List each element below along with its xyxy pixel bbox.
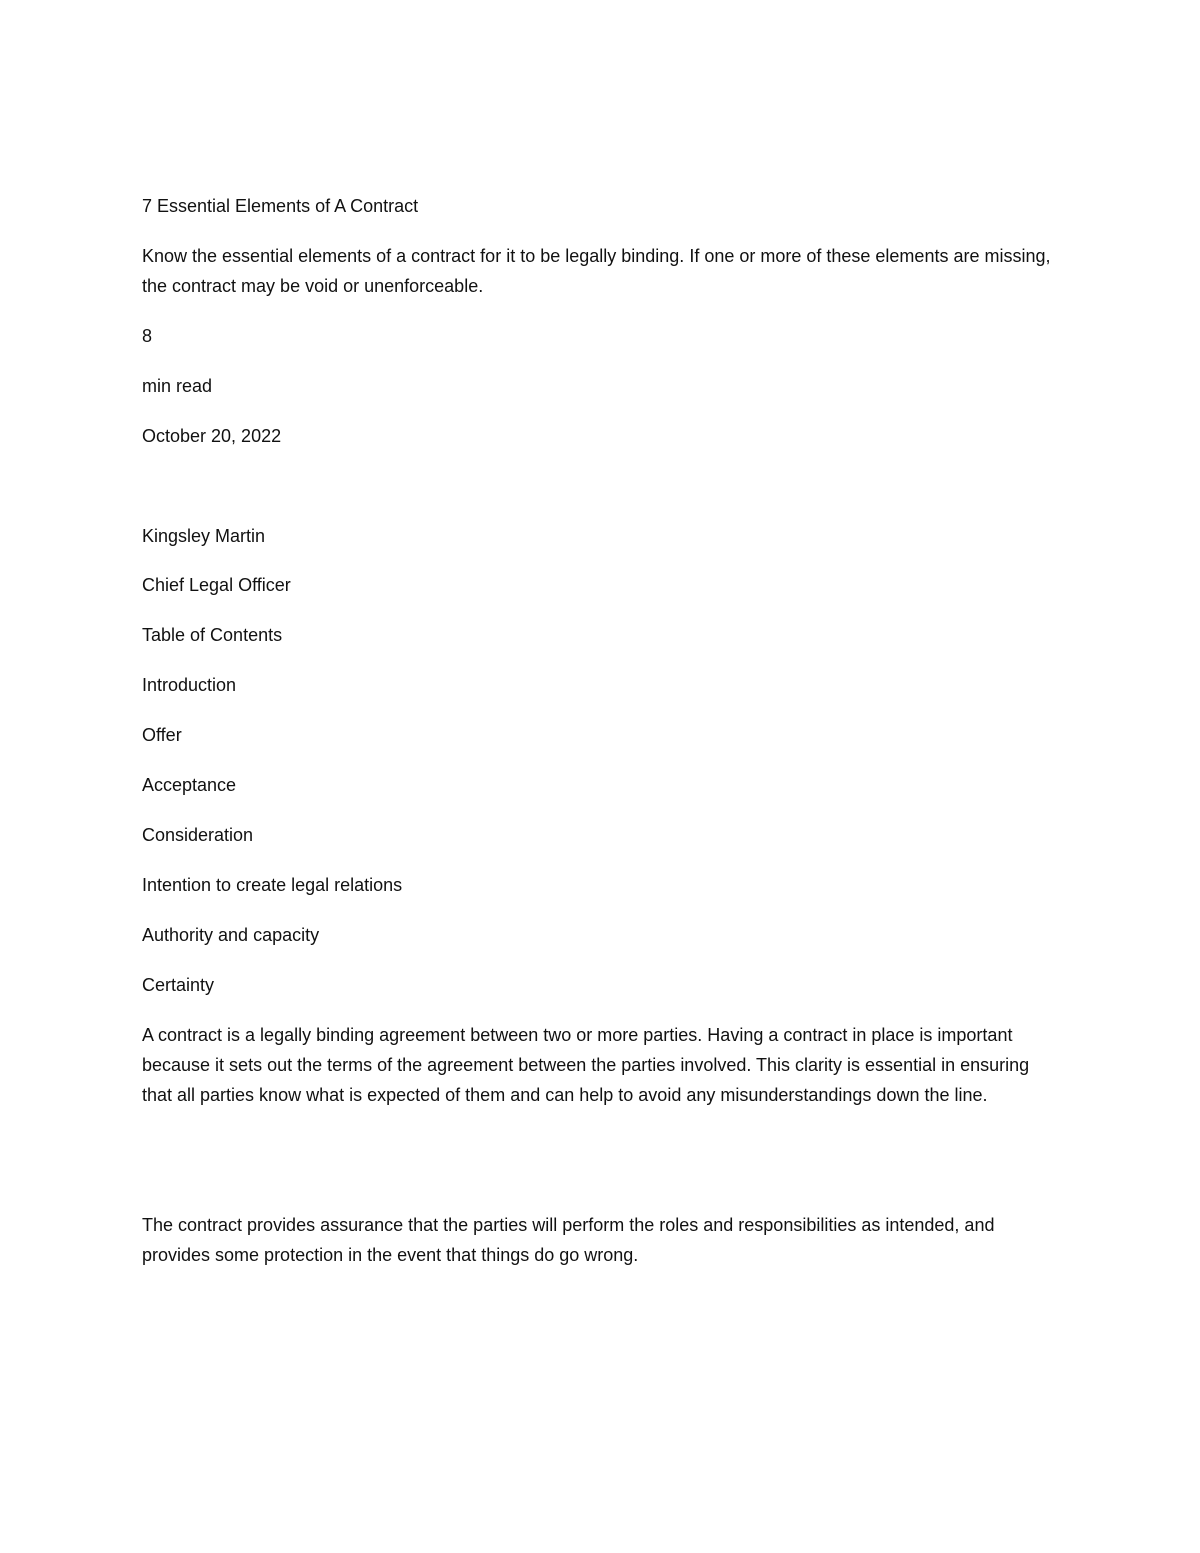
body-paragraph-1: A contract is a legally binding agreement between two or more parties. Having a contract in place is important because it sets out the terms of the agreement between the parties involved. This clarity is essential in ensuring that all parties know what is expected of them and can help to avoid any misunderstandings down the line. bbox=[142, 1025, 1030, 1105]
body-paragraph-2: The contract provides assurance that the parties will perform the roles and responsibilities as intended, and provides some protection in the event that things do go wrong. bbox=[142, 1215, 995, 1265]
document-title: 7 Essential Elements of A Contract bbox=[142, 196, 419, 216]
author-name: Kingsley Martin bbox=[142, 526, 266, 546]
toc-item-certainty: Certainty bbox=[142, 975, 215, 995]
toc-item-intention: Intention to create legal relations bbox=[142, 875, 403, 895]
document-intro: Know the essential elements of a contract for it to be legally binding. If one or more of these elements are missing, the contract may be void or unenforceable. bbox=[142, 246, 1051, 296]
toc-item-authority: Authority and capacity bbox=[142, 925, 320, 945]
read-time-label: min read bbox=[142, 376, 213, 396]
author-role: Chief Legal Officer bbox=[142, 575, 291, 595]
read-time-number: 8 bbox=[142, 326, 153, 346]
toc-item-introduction: Introduction bbox=[142, 675, 237, 695]
toc-item-acceptance: Acceptance bbox=[142, 775, 237, 795]
publish-date: October 20, 2022 bbox=[142, 426, 282, 446]
toc-heading: Table of Contents bbox=[142, 625, 283, 645]
toc-item-offer: Offer bbox=[142, 725, 182, 745]
toc-item-consideration: Consideration bbox=[142, 825, 254, 845]
